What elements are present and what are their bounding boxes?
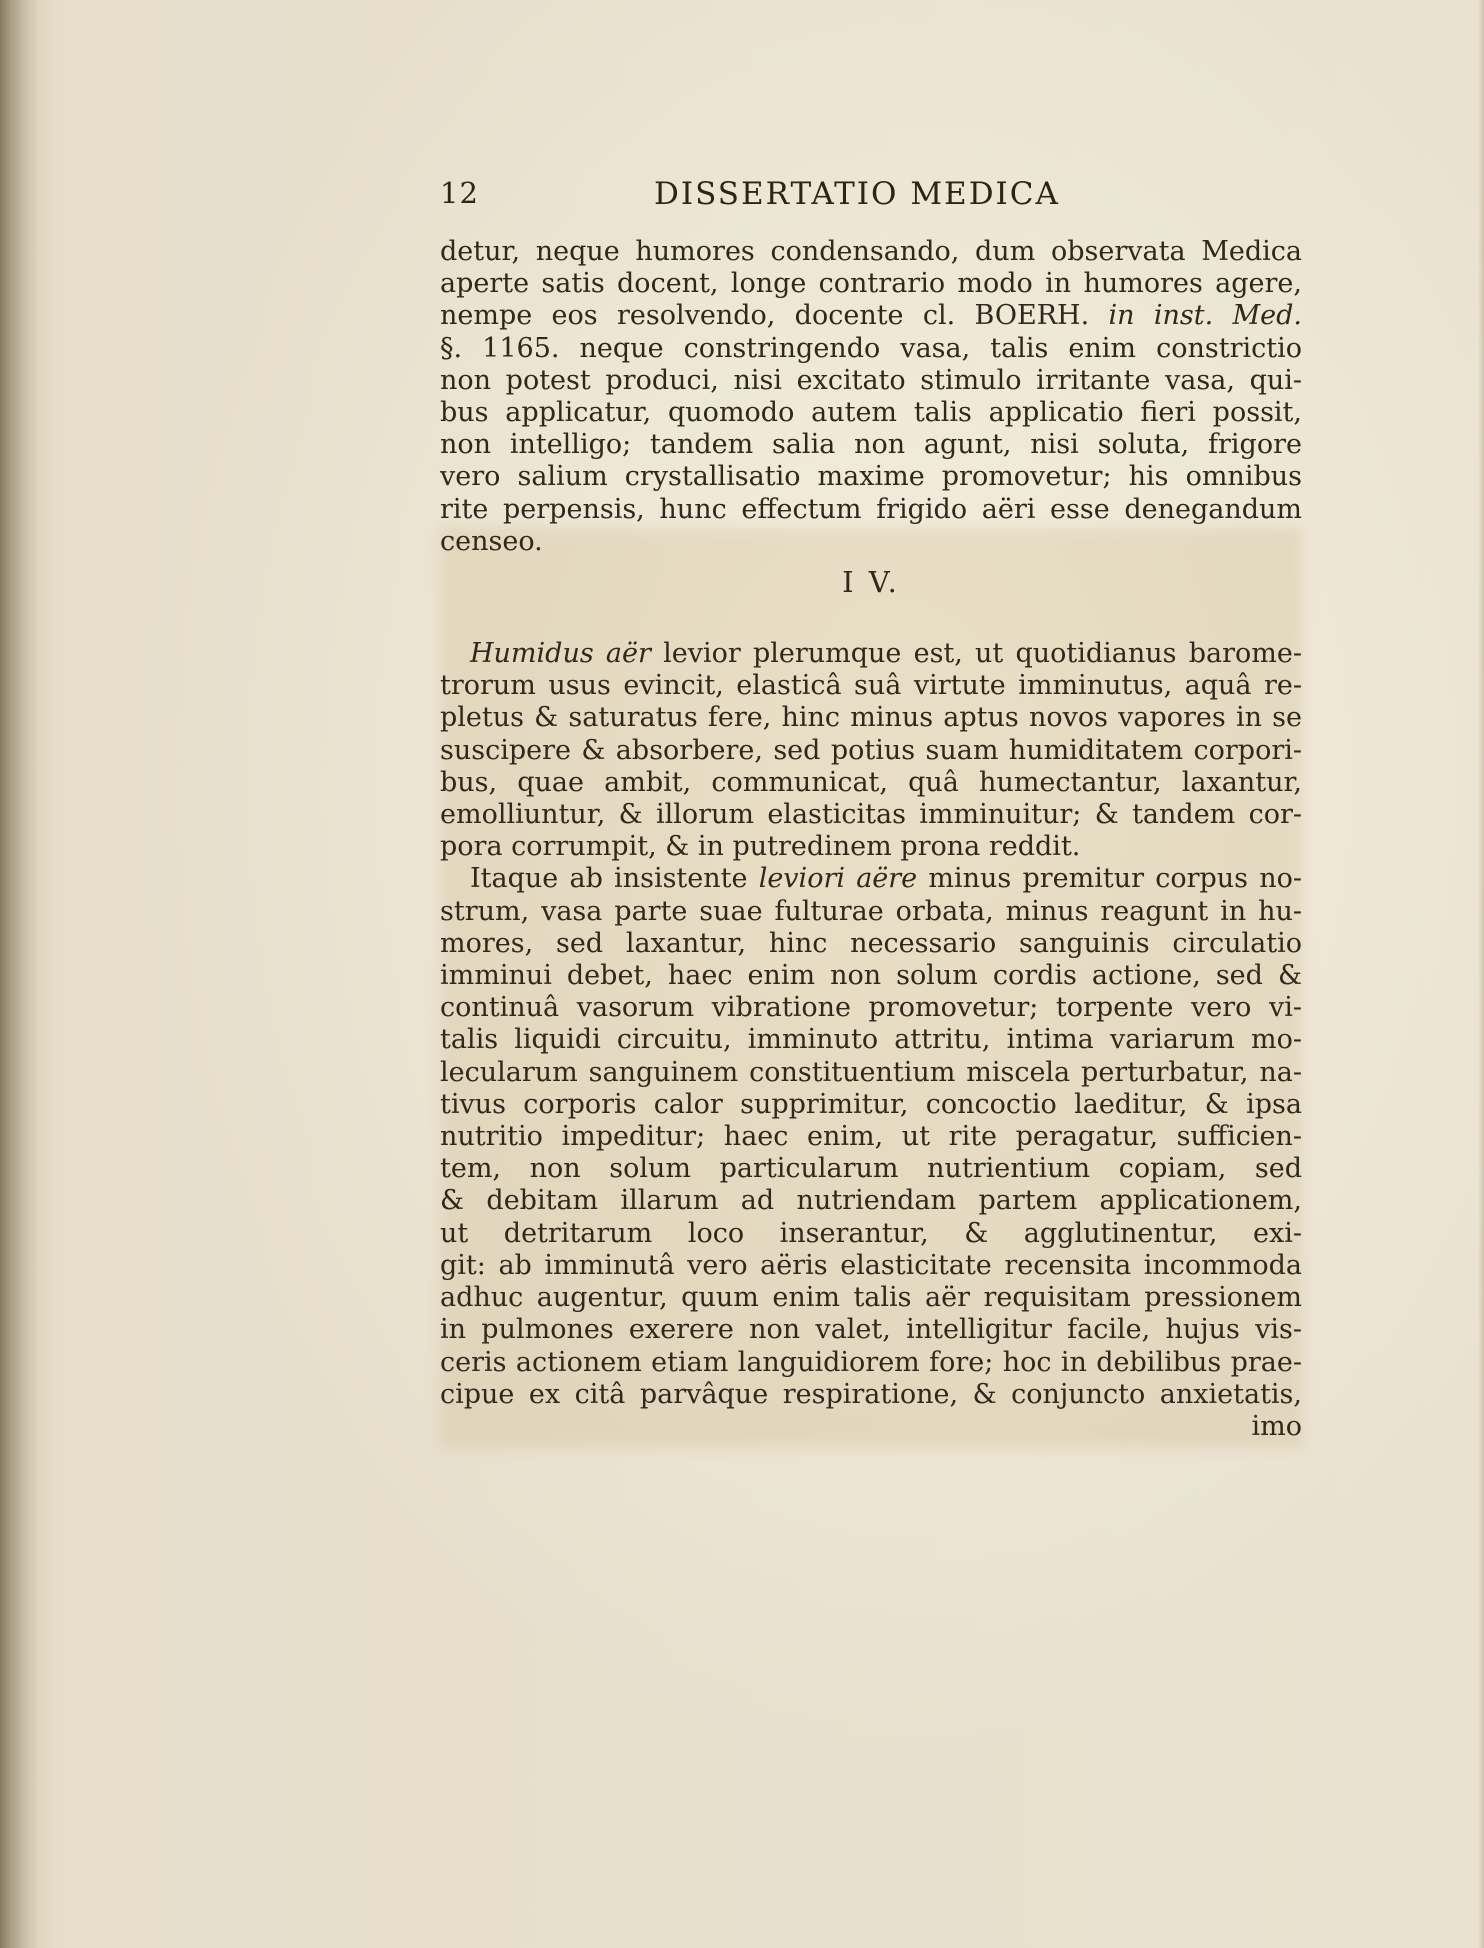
text-line: adhuc augentur, quum enim talis aër requisitam pressionem (440, 1282, 1302, 1314)
text-line: pletus & saturatus fere, hinc minus aptus novos vapores in se (440, 702, 1302, 734)
text-line: talis liquidi circuitu, imminuto attritu, intima variarum mo- (440, 1024, 1302, 1056)
text-line (440, 638, 1302, 670)
text-line: non intelligo; tandem salia non agunt, nisi soluta, frigore (440, 429, 1302, 461)
text-line: strum, vasa parte suae fulturae orbata, minus reagunt in hu- (440, 895, 1302, 927)
gutter-shadow (0, 0, 40, 1948)
text-line (440, 300, 1302, 332)
text-run: nempe eos resolvendo, docente cl. BOERH. (440, 300, 1109, 332)
italic-term: leviori aëre (758, 863, 918, 895)
text-line: mores, sed laxantur, hinc necessario sanguinis circulatio (440, 927, 1302, 959)
text-line: tem, non solum particularum nutrientium copiam, sed (440, 1153, 1302, 1185)
text-line: git: ab imminutâ vero aëris elasticitate recensita incommoda (440, 1249, 1302, 1281)
text-line: emolliuntur, & illorum elasticitas imminuitur; & tandem cor- (440, 799, 1302, 831)
text-line: bus, quae ambit, communicat, quâ humectantur, laxantur, (440, 766, 1302, 798)
text-line: ut detritarum loco inserantur, & agglutinentur, exi- (440, 1217, 1302, 1249)
text-line: cipue ex citâ parvâque respiratione, & conjuncto anxietatis, (440, 1378, 1302, 1410)
text-line: vero salium crystallisatio maxime promovetur; his omnibus (440, 461, 1302, 493)
text-line: rite perpensis, hunc effectum frigido aëri esse denegandum (440, 493, 1302, 525)
text-line: detur, neque humores condensando, dum observata Medica (440, 236, 1302, 267)
page-edge (1478, 0, 1484, 1948)
page-header (440, 176, 1302, 216)
text-line: pora corrumpit, & in putredinem prona reddit. (440, 831, 1081, 863)
page-number: 12 (440, 176, 479, 210)
text-line: non potest produci, nisi excitato stimulo irritante vasa, qui- (440, 364, 1302, 396)
paragraph-3 (440, 863, 1302, 1410)
page-body (440, 236, 1302, 1443)
catchword: imo (1251, 1410, 1302, 1442)
text-line: nutritio impeditur; haec enim, ut rite peragatur, sufficien- (440, 1121, 1302, 1153)
text-line: censeo. (440, 525, 543, 557)
text-line: tivus corporis calor supprimitur, concoctio laeditur, & ipsa (440, 1088, 1302, 1120)
text-line: aperte satis docent, longe contrario modo in humores agere, (440, 268, 1302, 300)
italic-citation: in inst. Med. (1108, 300, 1302, 332)
paragraph-1 (440, 236, 1302, 558)
text-line: in pulmones exerere non valet, intelligitur facile, hujus vis- (440, 1314, 1302, 1346)
text-line: imminui debet, haec enim non solum cordis actione, sed & (440, 960, 1302, 992)
paragraph-2 (440, 638, 1302, 863)
text-line: trorum usus evincit, elasticâ suâ virtute imminutus, aquâ re- (440, 670, 1302, 702)
text-line: & debitam illarum ad nutriendam partem applicationem, (440, 1185, 1302, 1217)
text-run: minus premitur corpus no- (917, 863, 1302, 895)
text-line: lecularum sanguinem constituentium miscela perturbatur, na- (440, 1056, 1302, 1088)
running-head: DISSERTATIO MEDICA (654, 176, 1060, 212)
text-line: suscipere & absorbere, sed potius suam humiditatem corpori- (440, 734, 1302, 766)
section-heading: I V. (842, 565, 900, 600)
text-run: levior plerumque est, ut quotidianus barome- (650, 638, 1302, 670)
italic-term: Humidus aër (470, 638, 651, 670)
text-run: Itaque ab insistente (470, 863, 759, 895)
text-line: §. 1165. neque constringendo vasa, talis enim constrictio (440, 332, 1302, 364)
text-line: ceris actionem etiam languidiorem fore; hoc in debilibus prae- (440, 1346, 1302, 1378)
text-line: bus applicatur, quomodo autem talis applicatio fieri possit, (440, 397, 1302, 429)
text-line: continuâ vasorum vibratione promovetur; torpente vero vi- (440, 992, 1302, 1024)
text-line (440, 863, 1302, 895)
